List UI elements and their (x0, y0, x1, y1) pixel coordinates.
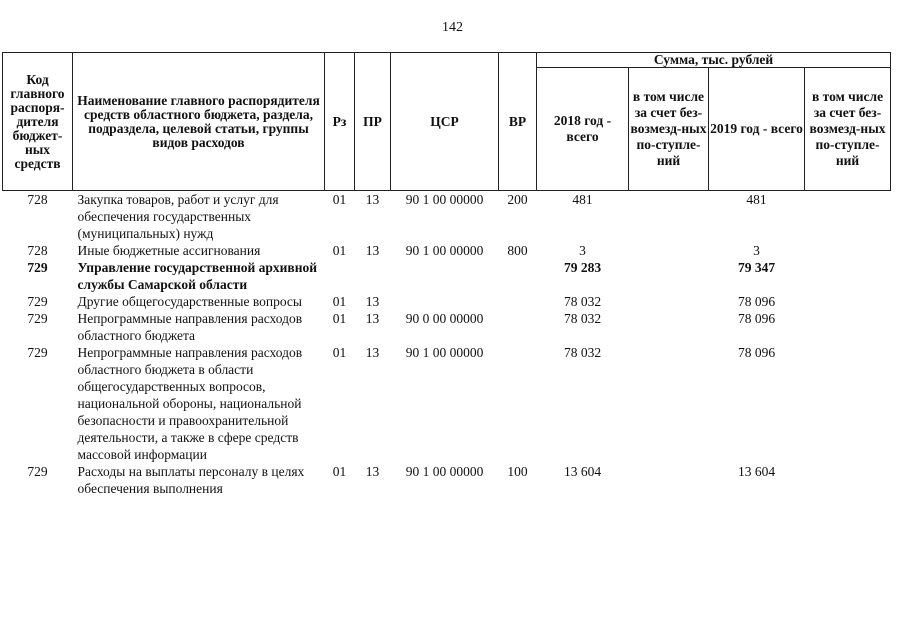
cell-code: 729 (27, 311, 48, 326)
cell-csr: 90 1 00 00000 (405, 345, 484, 360)
cell-2019-free (805, 259, 891, 293)
cell-csr: 90 0 00 00000 (405, 311, 484, 326)
cell-2019-free (805, 293, 891, 310)
cell-2018-total: 78 032 (563, 311, 602, 326)
cell-name: Непрограммные направления расходов областного бюджета в области общегосударственных вопросов, национальной обороны, национальной безопасности и правоохранительной деятельности, а также в сфере средств массовой информации (77, 345, 303, 462)
cell-2018-free (629, 259, 709, 293)
cell-code: 729 (27, 464, 48, 479)
cell-2019-free (805, 310, 891, 344)
header-csr: ЦСР (391, 53, 499, 191)
table-row-bold (3, 259, 891, 293)
cell-rz (325, 259, 355, 293)
cell-csr: 90 1 00 00000 (405, 243, 484, 258)
cell-2019-free (805, 191, 891, 243)
page-number: 142 (442, 20, 463, 35)
header-sum-group: Сумма, тыс. рублей (537, 53, 891, 68)
cell-pr: 13 (365, 243, 380, 258)
table-body (3, 191, 891, 498)
cell-name: Непрограммные направления расходов областного бюджета (77, 311, 303, 343)
header-2018-total: 2018 год - всего (537, 68, 629, 191)
header-2019-free: в том числе за счет без-возмезд-ных по-ступле-ний (805, 68, 891, 191)
table-row (3, 463, 891, 497)
header-pr: ПР (355, 53, 391, 191)
cell-2019-total: 78 096 (737, 294, 776, 309)
table-row (3, 310, 891, 344)
cell-code: 729 (27, 294, 48, 309)
cell-pr: 13 (365, 464, 380, 479)
header-2019-total: 2019 год - всего (709, 68, 805, 191)
cell-name: Другие общегосударственные вопросы (77, 294, 302, 309)
cell-vr: 100 (507, 464, 528, 479)
cell-2019-total: 481 (746, 192, 767, 207)
cell-2018-total: 78 032 (563, 345, 602, 360)
cell-rz: 01 (332, 311, 347, 326)
cell-rz: 01 (332, 192, 347, 207)
table-row (3, 191, 891, 243)
cell-2019-total: 78 096 (737, 311, 776, 326)
cell-2019-total: 79 347 (737, 260, 776, 275)
header-2018-free: в том числе за счет без-возмезд-ных по-ступле-ний (629, 68, 709, 191)
cell-pr: 13 (365, 192, 380, 207)
cell-2018-free (629, 344, 709, 463)
cell-2019-total: 13 604 (737, 464, 776, 479)
cell-2018-total: 3 (579, 243, 586, 258)
cell-2019-free (805, 344, 891, 463)
cell-pr: 13 (365, 294, 380, 309)
cell-csr: 90 1 00 00000 (405, 192, 484, 207)
cell-name: Закупка товаров, работ и услуг для обеспечения государственных (муниципальных) нужд (77, 192, 279, 241)
cell-code: 728 (27, 243, 48, 258)
cell-2018-free (629, 310, 709, 344)
cell-pr: 13 (365, 345, 380, 360)
cell-code: 729 (27, 345, 48, 360)
cell-vr (499, 310, 537, 344)
cell-pr (355, 259, 391, 293)
cell-2018-free (629, 191, 709, 243)
header-rz: Рз (325, 53, 355, 191)
cell-code: 729 (27, 260, 48, 275)
cell-name: Управление государственной архивной службы Самарской области (77, 260, 318, 292)
table-row (3, 344, 891, 463)
cell-pr: 13 (365, 311, 380, 326)
cell-name: Расходы на выплаты персоналу в целях обеспечения выполнения (77, 464, 305, 496)
cell-2018-total: 481 (572, 192, 593, 207)
budget-table (2, 52, 891, 497)
cell-2018-total: 79 283 (563, 260, 602, 275)
cell-2018-free (629, 293, 709, 310)
header-name: Наименование главного распорядителя средств областного бюджета, раздела, подраздела, целевой статьи, группы видов расходов (73, 53, 325, 191)
cell-csr (391, 293, 499, 310)
cell-2018-free (629, 463, 709, 497)
cell-2019-total: 78 096 (737, 345, 776, 360)
header-vr: ВР (499, 53, 537, 191)
cell-2019-total: 3 (753, 243, 760, 258)
cell-2018-total: 13 604 (563, 464, 602, 479)
table-header (3, 53, 891, 191)
cell-csr: 90 1 00 00000 (405, 464, 484, 479)
cell-vr (499, 344, 537, 463)
table-row (3, 242, 891, 259)
cell-vr: 800 (507, 243, 528, 258)
cell-name: Иные бюджетные ассигнования (77, 243, 261, 258)
cell-csr (391, 259, 499, 293)
table-row (3, 293, 891, 310)
cell-2018-free (629, 242, 709, 259)
cell-code: 728 (27, 192, 48, 207)
cell-rz: 01 (332, 345, 347, 360)
cell-vr (499, 259, 537, 293)
cell-rz: 01 (332, 464, 347, 479)
cell-vr: 200 (507, 192, 528, 207)
cell-rz: 01 (332, 294, 347, 309)
cell-2019-free (805, 242, 891, 259)
cell-rz: 01 (332, 243, 347, 258)
cell-2019-free (805, 463, 891, 497)
cell-vr (499, 293, 537, 310)
header-code: Код главного распоря-дителя бюджет-ных средств (3, 53, 73, 191)
cell-2018-total: 78 032 (563, 294, 602, 309)
